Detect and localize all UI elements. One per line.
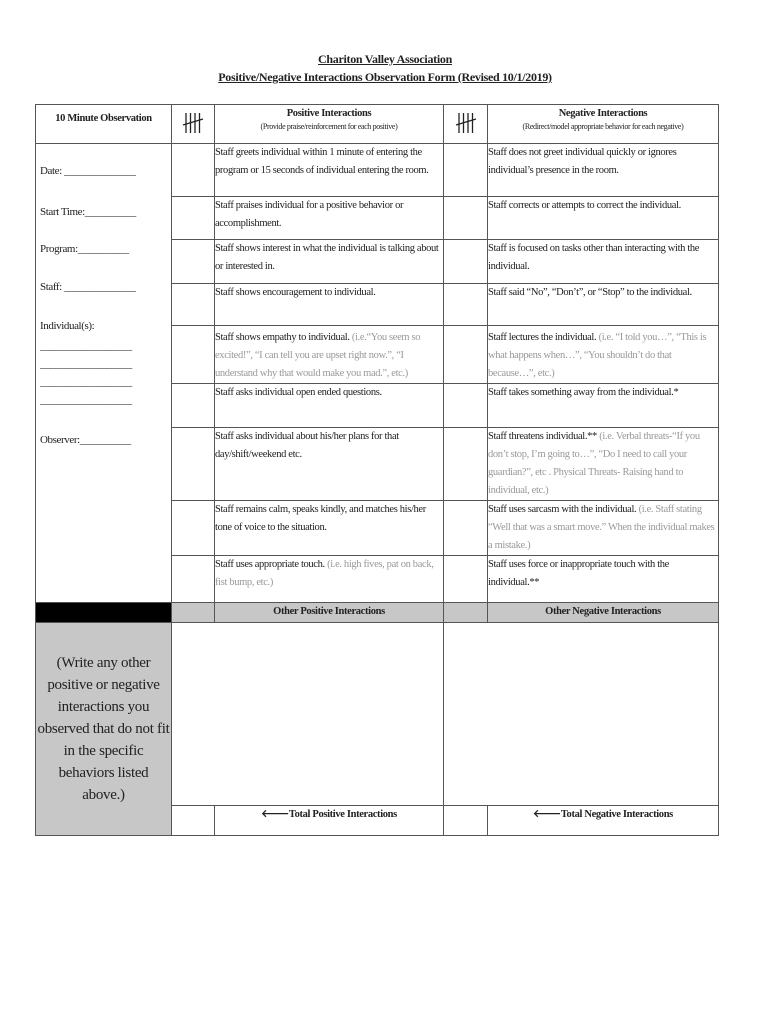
positive-behavior: Staff uses appropriate touch. (i.e. high fives, pat on back, fist bump, etc.) [215, 556, 444, 603]
positive-tally-cell[interactable] [172, 501, 215, 556]
total-negative-label: 🡐Total Negative Interactions [488, 805, 719, 835]
negative-interactions-header: Negative Interactions (Redirect/model appropriate behavior for each negative) [488, 105, 719, 144]
negative-behavior: Staff corrects or attempts to correct the individual. [488, 197, 719, 240]
staff-field[interactable]: Staff: ______________ [40, 281, 136, 293]
negative-behavior: Staff does not greet individual quickly or ignores individual’s presence in the room. [488, 144, 719, 197]
positive-behavior: Staff asks individual open ended questions. [215, 384, 444, 428]
behavior-row [36, 144, 719, 197]
individual-line-3[interactable]: __________________ [40, 376, 132, 388]
positive-tally-cell[interactable] [172, 556, 215, 603]
negative-tally-cell[interactable] [444, 428, 488, 501]
gray-divider [444, 603, 488, 623]
total-negative-box[interactable] [444, 805, 488, 835]
observation-table [35, 104, 719, 836]
observation-details [36, 144, 172, 603]
positive-behavior: Staff shows empathy to individual. (i.e.“You seem so excited!”, “I can tell you are upset right now.”, “I understand why that would make you mad.”, etc.) [215, 326, 444, 384]
positive-tally-header [172, 105, 215, 144]
date-field[interactable]: Date: ______________ [40, 165, 136, 177]
individual-line-1[interactable]: __________________ [40, 340, 132, 352]
positive-interactions-header: Positive Interactions (Provide praise/reinforcement for each positive) [215, 105, 444, 144]
negative-tally-header [444, 105, 488, 144]
total-positive-label: 🡐Total Positive Interactions [215, 805, 444, 835]
negative-behavior: Staff said “No”, “Don’t”, or “Stop” to the individual. [488, 284, 719, 326]
other-positive-input[interactable] [172, 623, 444, 806]
positive-tally-cell[interactable] [172, 144, 215, 197]
positive-behavior: Staff shows interest in what the individual is talking about or interested in. [215, 240, 444, 284]
negative-tally-cell[interactable] [444, 501, 488, 556]
negative-behavior: Staff takes something away from the individual.* [488, 384, 719, 428]
header-row [36, 105, 719, 144]
other-negative-header: Other Negative Interactions [488, 603, 719, 623]
other-negative-input[interactable] [444, 623, 719, 806]
black-divider [36, 603, 172, 623]
gray-divider [172, 603, 215, 623]
tally-marks-icon [455, 110, 477, 136]
negative-behavior: Staff threatens individual.** (i.e. Verbal threats-“If you don’t stop, I’m going to…”, “Do I need to call your guardian?”, etc . Physical Threats- Raising hand to individual, etc.) [488, 428, 719, 501]
positive-behavior: Staff shows encouragement to individual. [215, 284, 444, 326]
negative-tally-cell[interactable] [444, 284, 488, 326]
positive-behavior: Staff greets individual within 1 minute of entering the program or 15 seconds of individual entering the room. [215, 144, 444, 197]
positive-behavior: Staff remains calm, speaks kindly, and matches his/her tone of voice to the situation. [215, 501, 444, 556]
positive-tally-cell[interactable] [172, 197, 215, 240]
positive-tally-cell[interactable] [172, 326, 215, 384]
negative-tally-cell[interactable] [444, 556, 488, 603]
other-positive-header: Other Positive Interactions [215, 603, 444, 623]
positive-tally-cell[interactable] [172, 284, 215, 326]
negative-tally-cell[interactable] [444, 144, 488, 197]
negative-tally-cell[interactable] [444, 326, 488, 384]
negative-tally-cell[interactable] [444, 197, 488, 240]
left-arrow-icon: 🡐 [533, 808, 561, 820]
negative-tally-cell[interactable] [444, 240, 488, 284]
negative-behavior: Staff uses sarcasm with the individual. (i.e. Staff stating “Well that was a smart move.” When the individual makes a mistake.) [488, 501, 719, 556]
program-field[interactable]: Program:__________ [40, 243, 129, 255]
negative-behavior: Staff lectures the individual. (i.e. “I told you…”, “This is what happens when…”, “You shouldn’t do that because…”, etc.) [488, 326, 719, 384]
individual-line-4[interactable]: __________________ [40, 394, 132, 406]
positive-tally-cell[interactable] [172, 428, 215, 501]
left-arrow-icon: 🡐 [261, 808, 289, 820]
other-header-row [36, 603, 719, 623]
form-title: Positive/Negative Interactions Observation Form (Revised 10/1/2019) [218, 70, 552, 84]
negative-tally-cell[interactable] [444, 384, 488, 428]
individual-line-2[interactable]: __________________ [40, 358, 132, 370]
positive-behavior: Staff praises individual for a positive behavior or accomplishment. [215, 197, 444, 240]
other-interactions-note: (Write any other positive or negative interactions you observed that do not fit in the specific behaviors listed above.) [36, 623, 172, 836]
positive-behavior: Staff asks individual about his/her plans for that day/shift/weekend etc. [215, 428, 444, 501]
other-interactions-row [36, 623, 719, 806]
positive-tally-cell[interactable] [172, 384, 215, 428]
total-positive-box[interactable] [172, 805, 215, 835]
observer-field[interactable]: Observer:__________ [40, 434, 131, 446]
positive-tally-cell[interactable] [172, 240, 215, 284]
negative-behavior: Staff is focused on tasks other than interacting with the individual. [488, 240, 719, 284]
organization-name: Chariton Valley Association [318, 52, 452, 66]
individuals-label: Individual(s): [40, 320, 95, 332]
tally-marks-icon [182, 110, 204, 136]
start-time-field[interactable]: Start Time:__________ [40, 206, 136, 218]
observation-header: 10 Minute Observation [36, 105, 172, 144]
negative-behavior: Staff uses force or inappropriate touch with the individual.** [488, 556, 719, 603]
